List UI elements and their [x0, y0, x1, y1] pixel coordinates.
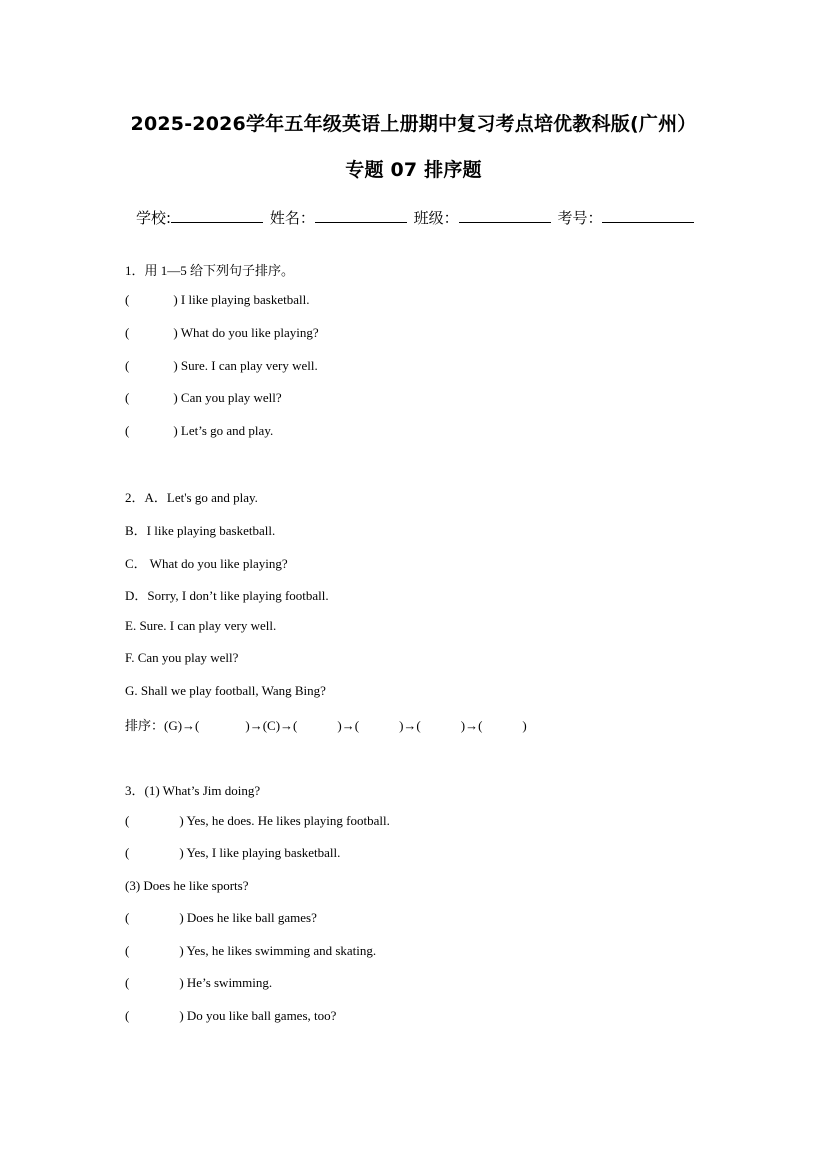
open-paren: ( — [125, 358, 130, 373]
order-part: )→(C)→( — [245, 718, 298, 733]
class-label: 班级： — [413, 209, 459, 227]
open-paren: ( — [125, 325, 130, 340]
order-part: )→( — [460, 718, 483, 733]
open-paren: ( — [125, 292, 130, 307]
q2-option: D．Sorry, I don’t like playing football. — [125, 588, 329, 603]
q2-order — [125, 715, 527, 734]
q2-option: E. Sure. I can play very well. — [125, 618, 277, 633]
open-paren: ( — [125, 390, 130, 405]
name-blank[interactable] — [315, 208, 407, 223]
open-paren: ( — [125, 943, 130, 958]
q1-prompt: 1．用 1—5 给下列句子排序。 — [125, 263, 295, 278]
exam-no-blank[interactable] — [602, 208, 694, 223]
q1-item-text: ) What do you like playing? — [173, 325, 319, 340]
page-title: 2025-2026学年五年级英语上册期中复习考点培优教科版(广州） — [130, 113, 697, 135]
order-label: 排序：(G)→( — [125, 718, 200, 733]
open-paren: ( — [125, 910, 130, 925]
q3-item — [125, 943, 376, 959]
open-paren: ( — [125, 813, 130, 828]
q3-item-text: ) He’s swimming. — [179, 975, 273, 990]
order-part: ) — [522, 718, 527, 733]
q3-item-text: ) Yes, he likes swimming and skating. — [179, 943, 377, 958]
order-part: )→( — [399, 718, 421, 733]
open-paren: ( — [125, 1008, 130, 1023]
q3-item-text: ) Yes, I like playing basketball. — [179, 845, 341, 860]
q1-item — [125, 325, 319, 341]
info-fields — [136, 207, 696, 228]
q1-item — [125, 292, 309, 308]
q2-option: C． What do you like playing? — [125, 556, 288, 571]
open-paren: ( — [125, 423, 130, 438]
q1-item-text: ) I like playing basketball. — [173, 292, 310, 307]
q2-option: B．I like playing basketball. — [125, 523, 276, 538]
q3-item-text: ) Yes, he does. He likes playing football. — [179, 813, 390, 828]
exam-no-label: 考号： — [557, 209, 603, 227]
class-blank[interactable] — [459, 208, 551, 223]
school-label: 学校: — [136, 209, 172, 227]
q1-item — [125, 358, 318, 374]
name-label: 姓名： — [269, 209, 315, 227]
q1-item — [125, 423, 273, 439]
page-subtitle: 专题 07 排序题 — [345, 159, 482, 181]
q3-item — [125, 1008, 336, 1024]
q3-item — [125, 845, 340, 861]
q1-item-text: ) Sure. I can play very well. — [173, 358, 318, 373]
q1-item — [125, 390, 282, 406]
q3-item-text: ) Do you like ball games, too? — [179, 1008, 337, 1023]
school-blank[interactable] — [171, 208, 263, 223]
q1-item-text: ) Let’s go and play. — [173, 423, 274, 438]
q2-option: 2．A．Let's go and play. — [125, 490, 258, 505]
q3-item — [125, 910, 317, 926]
q3-line: 3．(1) What’s Jim doing? — [125, 783, 261, 798]
open-paren: ( — [125, 845, 130, 860]
q3-item-text: ) Does he like ball games? — [179, 910, 317, 925]
q2-option: G. Shall we play football, Wang Bing? — [125, 683, 326, 698]
order-part: )→( — [337, 718, 360, 733]
q2-option: F. Can you play well? — [125, 650, 239, 665]
q3-line: (3) Does he like sports? — [125, 878, 249, 893]
q3-item — [125, 975, 272, 991]
open-paren: ( — [125, 975, 130, 990]
q1-item-text: ) Can you play well? — [173, 390, 282, 405]
q3-item — [125, 813, 390, 829]
